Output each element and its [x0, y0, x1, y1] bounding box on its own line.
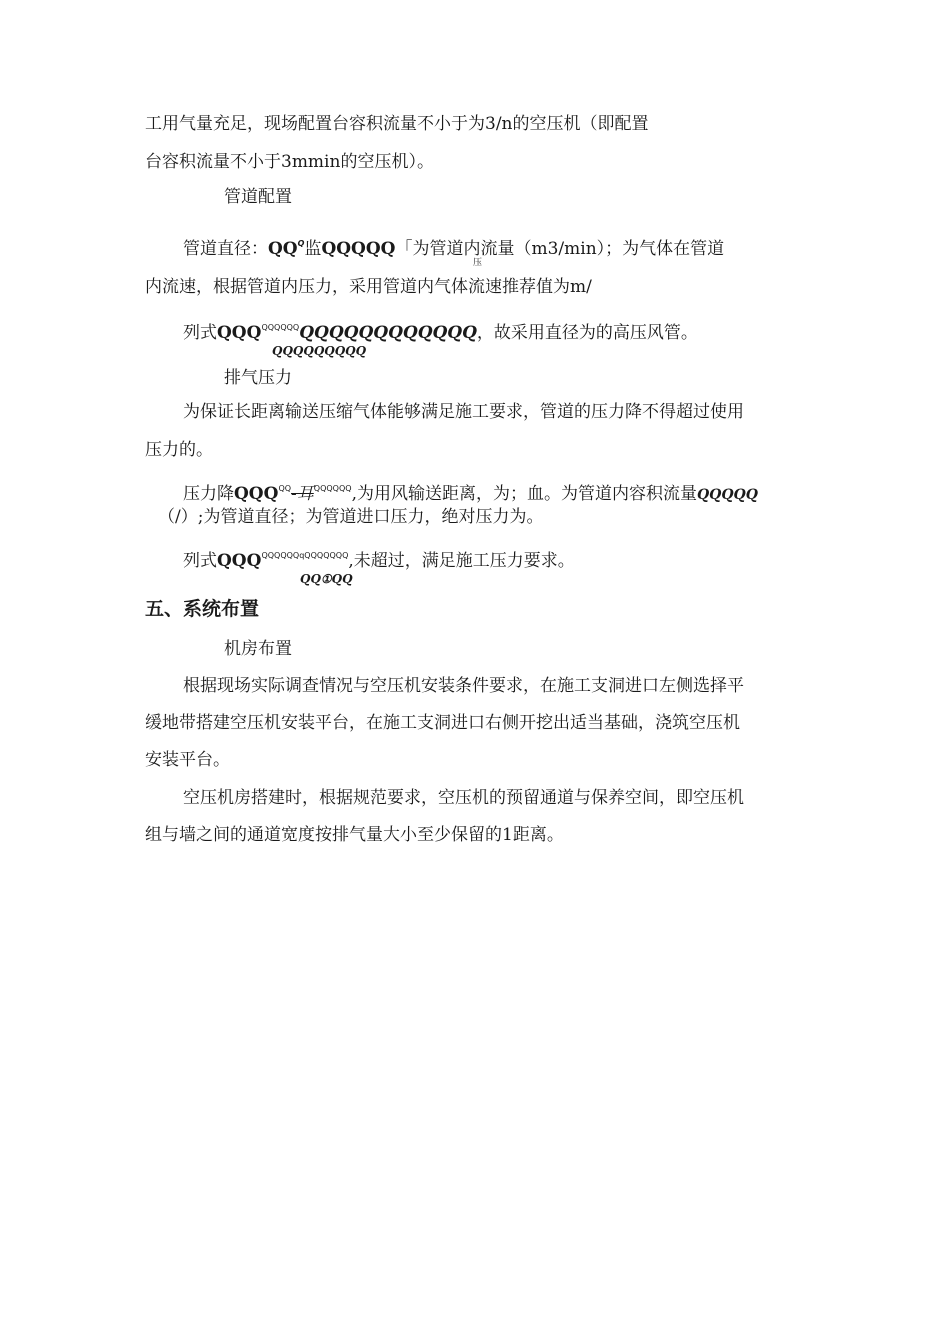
section-heading-5: 五、系统布置: [145, 598, 260, 620]
pressure-drop-line-2: （/）;为管道直径；为管道进口压力，绝对压力为。: [158, 507, 544, 527]
formula-1-symbol-1: QQQ: [217, 323, 262, 343]
para-2-line-2: 压力的。: [145, 440, 213, 460]
pressure-drop-mid: ,为用风输送距离，为；血。为管道内容积流量: [351, 484, 697, 504]
pressure-drop-superscript-1: QQ: [278, 484, 292, 493]
diameter-mid: 监: [304, 239, 322, 259]
diameter-symbol-2: QQQQQ: [321, 239, 396, 259]
para-3-line-3: 安装平台。: [145, 750, 230, 770]
pressure-drop-superscript-2: QQQQQQ: [313, 484, 352, 493]
formula-1-rest: ，故采用直径为的高压风管。: [476, 323, 698, 343]
diameter-line-2: 内流速，根据管道内压力，采用管道内气体流速推荐值为m/: [145, 277, 592, 297]
formula-2-prefix: 列式: [183, 551, 217, 571]
formula-2-line: [183, 545, 575, 572]
formula-1-symbol-2: QQQQQQQQQQQQ: [299, 323, 477, 343]
diameter-prefix: 管道直径：: [183, 239, 268, 259]
para-1-line-2: 台容积流量不小于3mmin的空压机）。: [145, 152, 434, 172]
para-3-line-1: 根据现场实际调查情况与空压机安装条件要求，在施工支洞进口左侧选择平: [183, 676, 744, 696]
formula-2-symbol: QQQ: [217, 551, 262, 571]
subsection-machine-room: 机房布置: [224, 639, 292, 659]
para-4-line-2: 组与墙之间的通道宽度按排气量大小至少保留的1距离。: [145, 825, 564, 845]
formula-1-prefix: 列式: [183, 323, 217, 343]
pressure-drop-line: [183, 478, 758, 506]
pressure-drop-prefix: 压力降: [183, 484, 234, 504]
formula-2-denominator: QQ①QQ: [300, 572, 353, 586]
pressure-drop-symbol-2: QQQQQ: [696, 487, 758, 503]
diameter-under-label: 压: [473, 258, 483, 268]
diameter-rest: 「为管道内流量（m3/min）；为气体在管道: [395, 239, 725, 259]
diameter-formula-line: [183, 233, 724, 260]
formula-2-rest: ,未超过，满足施工压力要求。: [348, 551, 575, 571]
subsection-pipe-config: 管道配置: [224, 187, 292, 207]
pressure-drop-struck: -耳: [291, 484, 314, 504]
formula-1-denominator: QQQQQQQQQ: [272, 344, 367, 358]
para-1-line-1: 工用气量充足，现场配置台容积流量不小于为3/n的空压机（即配置: [145, 114, 649, 134]
diameter-superscript: Q: [297, 239, 305, 248]
formula-1-superscript: QQQQQQ: [261, 323, 300, 332]
pressure-drop-symbol-1: QQQ: [234, 484, 279, 504]
diameter-symbol-1: QQ: [268, 239, 298, 259]
para-4-line-1: 空压机房搭建时，根据规范要求，空压机的预留通道与保养空间，即空压机: [183, 788, 744, 808]
formula-2-superscript: QQQQQQqQQQQQQQ: [261, 551, 349, 560]
formula-1-line: [183, 317, 698, 344]
para-2-line-1: 为保证长距离输送压缩气体能够满足施工要求，管道的压力降不得超过使用: [183, 402, 744, 422]
subsection-exhaust-pressure: 排气压力: [224, 368, 292, 388]
para-3-line-2: 缓地带搭建空压机安装平台，在施工支洞进口右侧开挖出适当基础，浇筑空压机: [145, 713, 740, 733]
